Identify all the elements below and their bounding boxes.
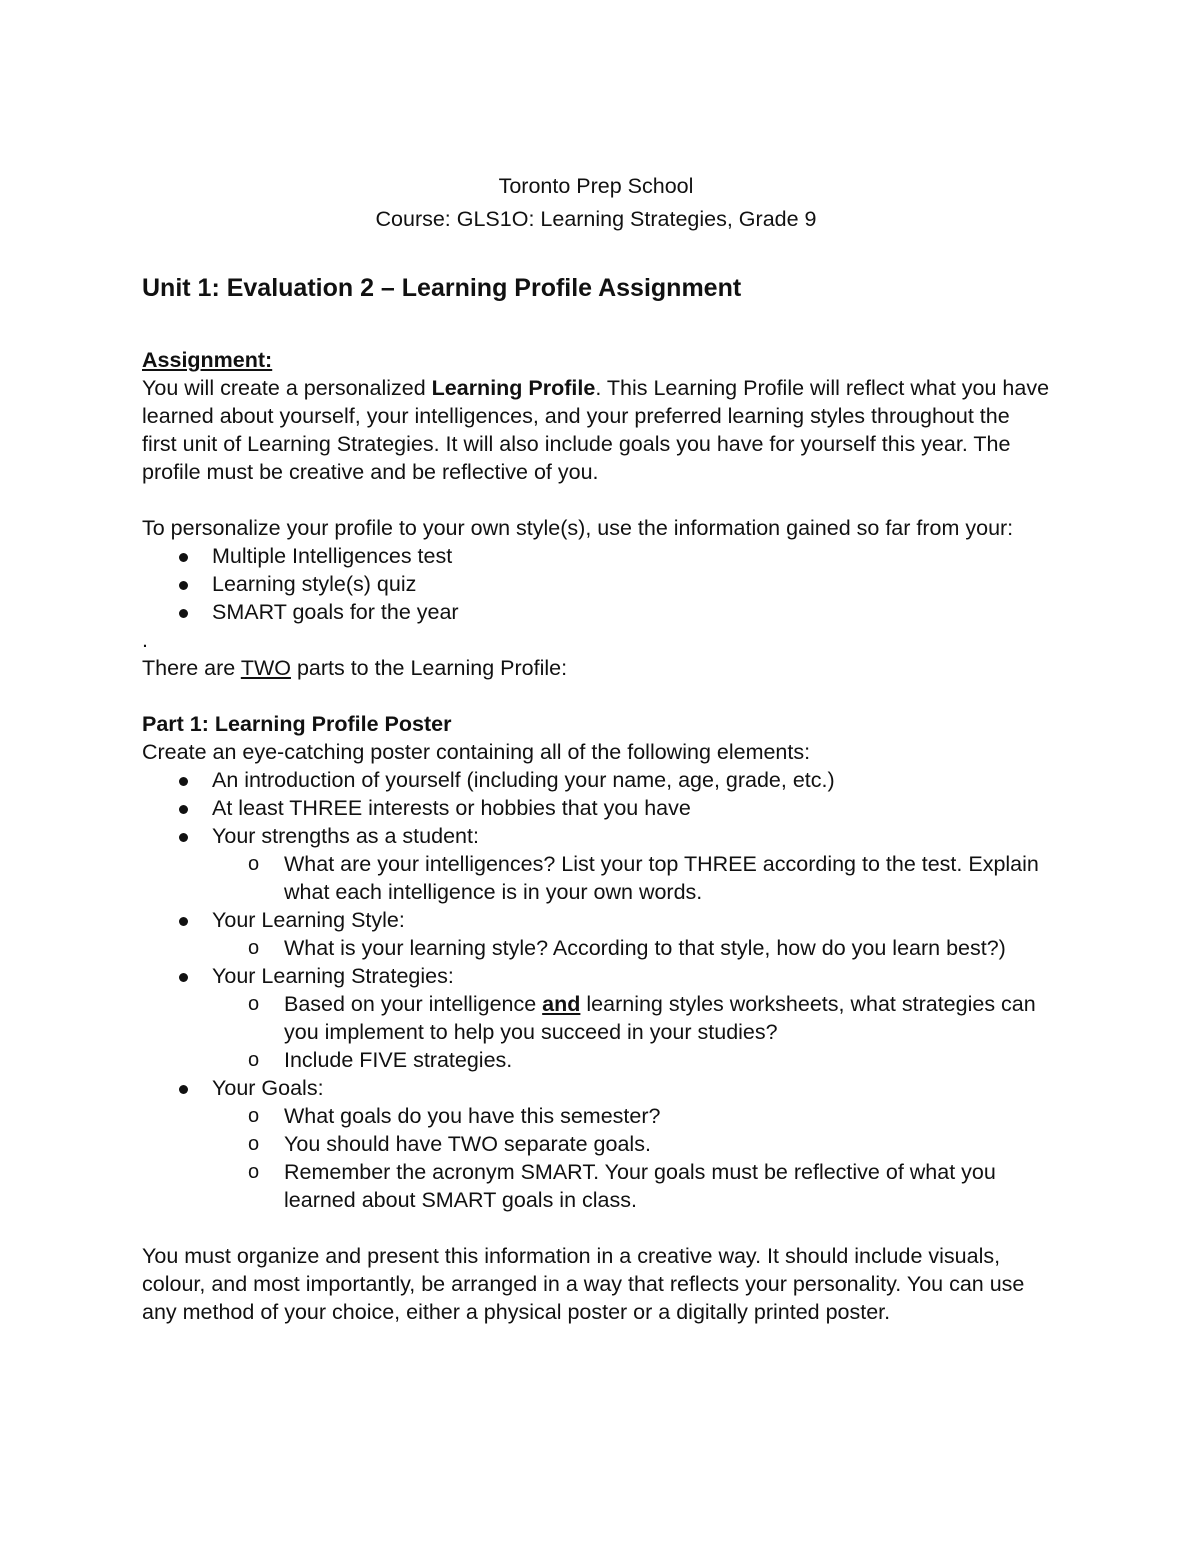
strategies-text-start: Based on your intelligence	[284, 992, 543, 1016]
list-item: At least THREE interests or hobbies that you have	[212, 794, 1050, 822]
sub-list-item: o What goals do you have this semester?	[284, 1102, 1050, 1130]
strengths-sublist	[212, 850, 1050, 906]
sub-list-item: o What are your intelligences? List your top THREE according to the test. Explain what each intelligence is in your own words.	[284, 850, 1050, 906]
stray-period: .	[142, 628, 148, 652]
parts-count: TWO	[240, 656, 291, 680]
part1-heading: Part 1: Learning Profile Poster	[142, 712, 452, 736]
sub-list-item: o You should have TWO separate goals.	[284, 1130, 1050, 1158]
sub-list-item: o What is your learning style? According to that style, how do you learn best?)	[284, 934, 1050, 962]
parts-text-end: parts to the Learning Profile:	[290, 656, 568, 680]
list-item	[212, 822, 1050, 906]
sub-list-item	[284, 990, 1050, 1046]
assignment-text-end: . This Learning Profile will reflect what you have learned about yourself, your intelligences, and your preferred learning styles throughout the first unit of Learning Strategies. It will also include goals you have for yourself this year. The profile must be creative and be reflective of you.	[142, 376, 1050, 484]
list-item: SMART goals for the year	[212, 598, 1050, 626]
document-title: Unit 1: Evaluation 2 – Learning Profile Assignment	[142, 274, 742, 302]
document-header	[142, 170, 1050, 236]
strengths-label: Your strengths as a student:	[212, 824, 479, 848]
personalize-paragraph: To personalize your profile to your own style(s), use the information gained so far from your:	[142, 516, 1014, 540]
goals-label: Your Goals:	[212, 1076, 324, 1100]
sources-list	[142, 542, 1050, 626]
school-name: Toronto Prep School	[498, 174, 694, 198]
parts-text-start: There are	[142, 656, 241, 680]
strategies-text-end: learning styles worksheets, what strategies can you implement to help you succeed in your studies?	[284, 992, 1036, 1044]
closing-paragraph: You must organize and present this information in a creative way. It should include visuals, colour, and most importantly, be arranged in a way that reflects your personality. You can use any method of your choice, either a physical poster or a digitally printed poster.	[142, 1244, 1025, 1324]
list-item	[212, 962, 1050, 1074]
and-emphasis: and	[542, 992, 581, 1016]
parts-sentence	[142, 654, 1050, 682]
list-item: An introduction of yourself (including your name, age, grade, etc.)	[212, 766, 1050, 794]
part1-intro: Create an eye-catching poster containing all of the following elements:	[142, 740, 811, 764]
strategies-label: Your Learning Strategies:	[212, 964, 454, 988]
list-item	[212, 906, 1050, 962]
goals-sublist	[212, 1102, 1050, 1214]
sub-list-item: o Remember the acronym SMART. Your goals must be reflective of what you learned about SMART goals in class.	[284, 1158, 1050, 1214]
list-item: Learning style(s) quiz	[212, 570, 1050, 598]
learning-profile-term: Learning Profile	[431, 376, 596, 400]
sub-list-item: o Include FIVE strategies.	[284, 1046, 1050, 1074]
list-item: Multiple Intelligences test	[212, 542, 1050, 570]
strategies-sublist	[212, 990, 1050, 1074]
assignment-paragraph	[142, 374, 1050, 486]
learning-style-label: Your Learning Style:	[212, 908, 405, 932]
course-line: Course: GLS1O: Learning Strategies, Grade 9	[375, 207, 817, 231]
assignment-text-start: You will create a personalized	[142, 376, 432, 400]
assignment-heading: Assignment:	[142, 348, 273, 372]
list-item	[212, 1074, 1050, 1214]
learning-style-sublist	[212, 934, 1050, 962]
poster-elements-list	[142, 766, 1050, 1214]
